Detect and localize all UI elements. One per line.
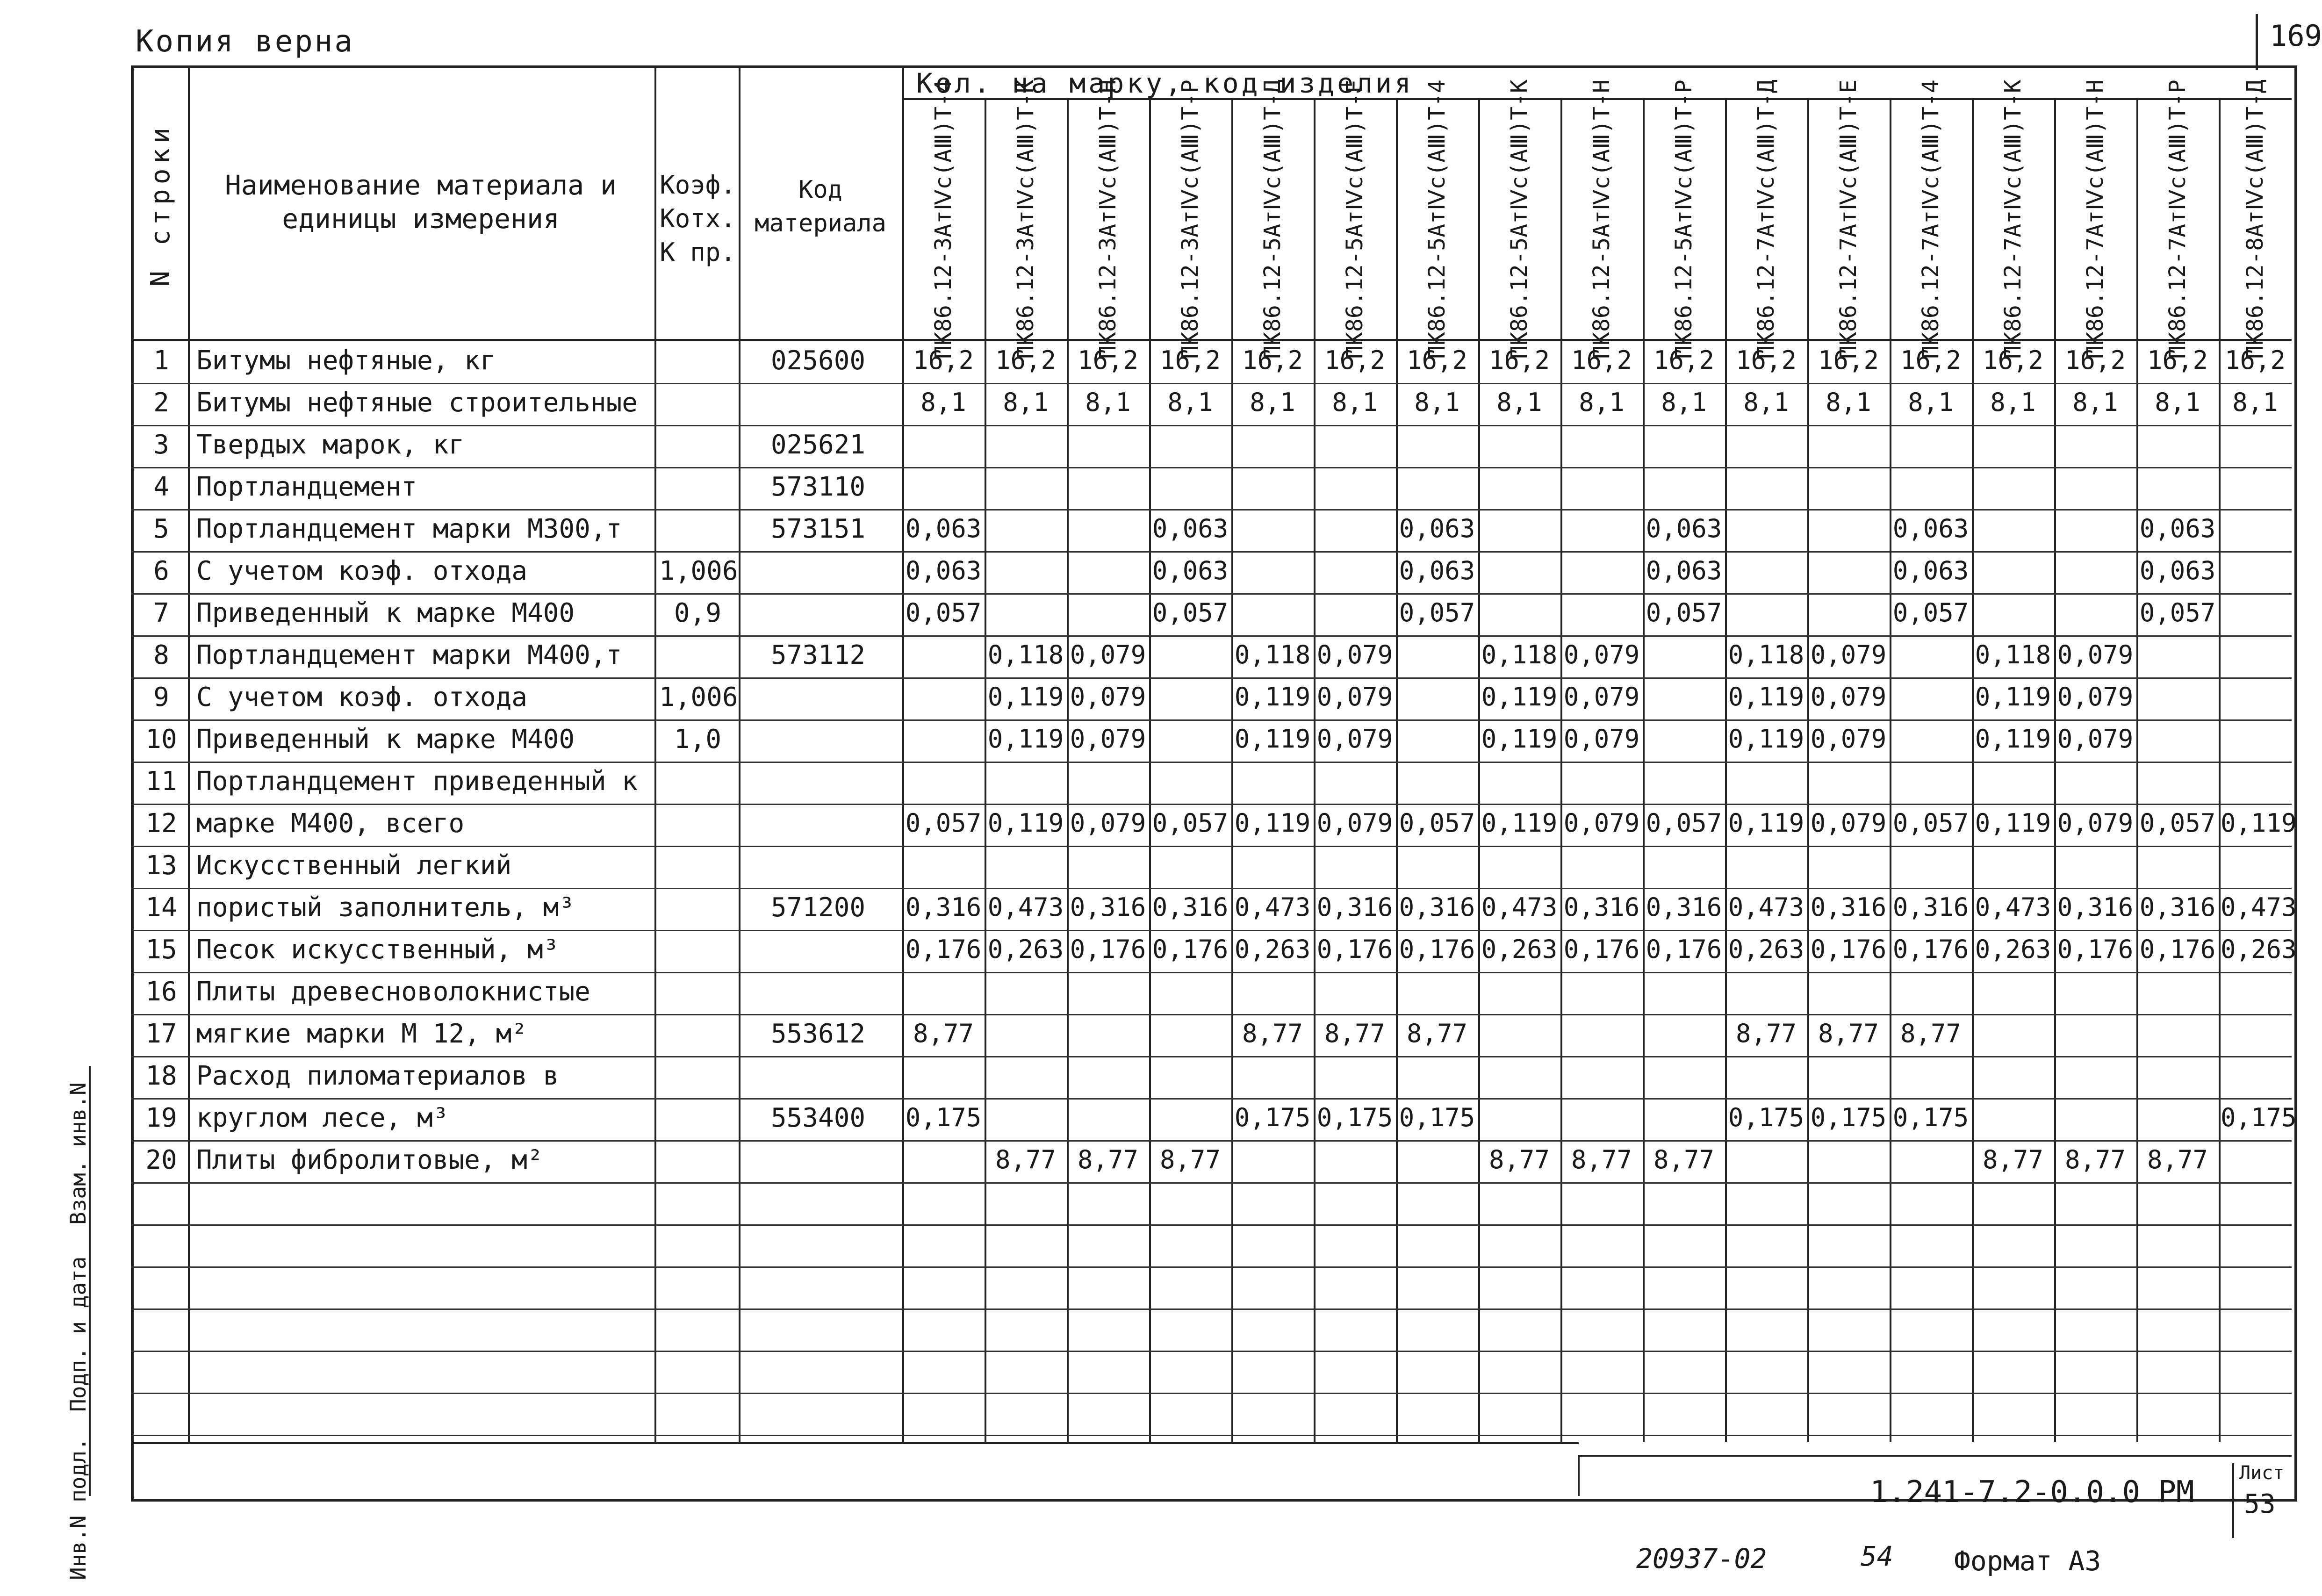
quantity-cell: 0,119 (1234, 808, 1311, 838)
material-name: С учетом коэф. отхода (196, 682, 528, 712)
product-header (902, 79, 985, 359)
stamp-top-line (1578, 1455, 2292, 1457)
quantity-cell: 16,2 (1488, 345, 1550, 375)
quantity-cell: 0,063 (905, 514, 982, 543)
row-coefficient: 1,0 (674, 724, 722, 755)
row-line (131, 1224, 2292, 1226)
quantity-cell: 0,079 (1810, 808, 1887, 838)
quantity-cell: 8,77 (2064, 1145, 2126, 1174)
vzam-inv-label: Взам. инв.N (65, 1082, 91, 1225)
quantity-cell: 8,1 (1743, 388, 1789, 417)
row-number: 19 (145, 1103, 177, 1133)
quantity-cell: 0,316 (1070, 892, 1146, 922)
quantity-cell: 0,263 (1975, 935, 2051, 964)
quantity-cell: 16,2 (1900, 345, 1962, 375)
row-material-code: 025600 (770, 345, 866, 376)
row-line (131, 1098, 2292, 1100)
quantity-cell: 0,079 (1316, 724, 1393, 754)
row-line (131, 1182, 2292, 1184)
quantity-cell: 0,057 (905, 598, 982, 627)
product-header (1972, 79, 2054, 359)
quantity-cell: 0,057 (1892, 598, 1969, 627)
quantity-cell: 0,176 (2057, 935, 2134, 964)
quantity-cell: 0,316 (1646, 892, 1722, 922)
quantity-cell: 8,1 (1496, 388, 1542, 417)
quantity-cell: 0,063 (905, 556, 982, 585)
row-line (131, 635, 2292, 637)
quantity-cell: 0,079 (1070, 682, 1146, 712)
row-line (131, 972, 2292, 973)
header-material-code: Код материала (755, 176, 886, 237)
quantity-cell: 0,316 (1810, 892, 1887, 922)
quantity-cell: 0,119 (1728, 808, 1804, 838)
row-line (131, 1393, 2292, 1394)
header-bottom-line (131, 339, 2292, 341)
table-bottom-line (131, 1442, 1579, 1444)
quantity-cell: 0,063 (2139, 514, 2216, 543)
quantity-cell: 0,057 (1399, 808, 1475, 838)
row-line (131, 1351, 2292, 1352)
product-code: ПК86.12-7АтⅣс(АⅢ)Т-Р (2164, 79, 2191, 359)
document-code: 1.241-7.2-0.0.0 РМ (1870, 1475, 2194, 1510)
quantity-cell: 0,057 (2139, 808, 2216, 838)
row-material-code: 573110 (770, 472, 866, 502)
row-number: 20 (145, 1145, 177, 1175)
quantity-cell: 0,316 (1399, 892, 1475, 922)
product-code: ПК86.12-3АтⅣс(АⅢ)Т-4 (930, 79, 956, 359)
quantity-cell: 0,079 (1070, 808, 1146, 838)
quantity-cell: 0,079 (1563, 808, 1640, 838)
quantity-cell: 8,1 (920, 388, 966, 417)
quantity-cell: 0,119 (1975, 682, 2051, 712)
product-header (2219, 79, 2292, 359)
quantity-cell: 0,063 (1646, 556, 1722, 585)
page-number: 54 (1861, 1540, 1893, 1572)
product-header (1067, 79, 1149, 359)
material-name: Твердых марок, кг (196, 430, 465, 460)
row-coefficient: 1,006 (659, 682, 738, 712)
row-line (131, 1435, 2292, 1436)
product-code: ПК86.12-7АтⅣс(АⅢ)Т-Д (1753, 79, 1779, 359)
product-header (1560, 79, 1643, 359)
row-line (131, 804, 2292, 805)
product-header (2054, 79, 2136, 359)
quantity-cell: 0,057 (1152, 598, 1229, 627)
row-material-code: 573151 (770, 514, 866, 544)
row-line (131, 593, 2292, 595)
quantity-cell: 8,77 (2147, 1145, 2208, 1174)
quantity-cell: 0,176 (1810, 935, 1887, 964)
stamp-left-line (1578, 1455, 1580, 1496)
row-number: 7 (153, 598, 169, 628)
quantity-cell: 0,079 (1070, 640, 1146, 669)
material-name: Битумы нефтяные, кг (196, 345, 496, 376)
row-number: 8 (153, 640, 169, 670)
quantity-cell: 0,119 (987, 808, 1064, 838)
quantity-cell: 8,1 (1990, 388, 2036, 417)
material-name: марке М400, всего (196, 808, 465, 839)
quantity-cell: 0,119 (987, 682, 1064, 712)
quantity-cell: 0,063 (2139, 556, 2216, 585)
quantity-cell: 8,1 (1908, 388, 1954, 417)
quantity-cell: 8,1 (1579, 388, 1625, 417)
quantity-cell: 0,316 (1892, 892, 1969, 922)
quantity-cell: 0,119 (1481, 724, 1558, 754)
product-code: ПК86.12-5АтⅣс(АⅢ)Т-4 (1424, 79, 1450, 359)
product-code: ПК86.12-5АтⅣс(АⅢ)Т-Д (1259, 79, 1286, 359)
product-header (1890, 79, 1972, 359)
quantity-cell: 0,176 (905, 935, 982, 964)
row-line (131, 551, 2292, 553)
quantity-cell: 0,079 (1316, 808, 1393, 838)
col-line-2 (654, 65, 656, 1442)
quantity-cell: 0,263 (1481, 935, 1558, 964)
row-line (131, 1266, 2292, 1268)
row-line (131, 719, 2292, 721)
quantity-cell: 8,77 (1818, 1019, 1879, 1048)
quantity-cell: 0,175 (2221, 1103, 2297, 1132)
material-name: С учетом коэф. отхода (196, 556, 528, 586)
row-number: 9 (153, 682, 169, 712)
quantity-cell: 0,316 (2057, 892, 2134, 922)
product-code: ПК86.12-5АтⅣс(АⅢ)Т-Н (1589, 79, 1615, 359)
quantity-cell: 16,2 (1242, 345, 1303, 375)
quantity-cell: 8,1 (1167, 388, 1213, 417)
quantity-cell: 0,175 (905, 1103, 982, 1132)
quantity-cell: 16,2 (1982, 345, 2044, 375)
quantity-cell: 0,263 (987, 935, 1064, 964)
quantity-cell: 0,079 (1810, 724, 1887, 754)
quantity-cell: 0,057 (1892, 808, 1969, 838)
quantity-cell: 0,176 (2139, 935, 2216, 964)
quantity-cell: 0,175 (1234, 1103, 1311, 1132)
material-name: Портландцемент приведенный к (196, 766, 638, 797)
product-code: ПК86.12-7АтⅣс(АⅢ)Т-Е (1835, 79, 1862, 359)
quantity-cell: 8,1 (2232, 388, 2278, 417)
quantity-cell: 0,176 (1399, 935, 1475, 964)
quantity-cell: 0,473 (1728, 892, 1804, 922)
product-code: ПК86.12-3АтⅣс(АⅢ)Т-К (1013, 79, 1039, 359)
row-material-code: 553612 (770, 1019, 866, 1049)
product-header (1478, 79, 1560, 359)
quantity-cell: 0,175 (1399, 1103, 1475, 1132)
quantity-cell: 8,77 (1653, 1145, 1715, 1174)
quantity-cell: 0,079 (2057, 808, 2134, 838)
row-number: 2 (153, 388, 169, 418)
row-number: 14 (145, 892, 177, 923)
sheet-label: Лист (2239, 1462, 2285, 1484)
product-header (985, 79, 1067, 359)
quantity-cell: 16,2 (1653, 345, 1715, 375)
quantity-cell: 0,119 (1728, 724, 1804, 754)
product-header (1396, 79, 1478, 359)
quantity-cell: 0,057 (905, 808, 982, 838)
quantity-cell: 8,1 (1414, 388, 1460, 417)
material-name: Приведенный к марке М400 (196, 724, 575, 755)
quantity-cell: 16,2 (1324, 345, 1386, 375)
product-header (1807, 79, 1890, 359)
row-number: 5 (153, 514, 169, 544)
material-name: Портландцемент марки М300,т (196, 514, 622, 544)
sheet-value: 53 (2244, 1489, 2276, 1519)
quantity-cell: 0,175 (1728, 1103, 1804, 1132)
quantity-cell: 0,176 (1892, 935, 1969, 964)
quantity-cell: 8,1 (1250, 388, 1295, 417)
quantity-cell: 0,079 (1070, 724, 1146, 754)
quantity-cell: 0,057 (1646, 808, 1722, 838)
quantity-cell: 0,118 (1234, 640, 1311, 669)
quantity-cell: 0,118 (1728, 640, 1804, 669)
material-name: Расход пиломатериалов в (196, 1061, 559, 1091)
quantity-cell: 0,119 (1975, 808, 2051, 838)
material-name: Портландцемент (196, 472, 417, 502)
material-name: Искусственный легкий (196, 850, 512, 881)
material-name: Битумы нефтяные строительные (196, 388, 638, 418)
row-number: 17 (145, 1019, 177, 1049)
product-header (1231, 79, 1314, 359)
quantity-cell: 0,063 (1399, 556, 1475, 585)
quantity-cell: 0,079 (2057, 724, 2134, 754)
quantity-cell: 0,316 (1563, 892, 1640, 922)
quantity-cell: 0,473 (1234, 892, 1311, 922)
row-line (131, 425, 2292, 426)
quantity-cell: 16,2 (995, 345, 1057, 375)
row-number: 10 (145, 724, 177, 755)
quantity-cell: 8,77 (1159, 1145, 1221, 1174)
quantity-cell: 0,473 (1975, 892, 2051, 922)
quantity-cell: 0,063 (1399, 514, 1475, 543)
product-code: ПК86.12-3АтⅣс(АⅢ)Т-Н (1095, 79, 1121, 359)
product-header (1149, 79, 1231, 359)
sheet-number: 169 (2270, 19, 2322, 53)
product-code: ПК86.12-5АтⅣс(АⅢ)Т-К (1506, 79, 1532, 359)
quantity-cell: 0,079 (1316, 682, 1393, 712)
product-header (1314, 79, 1396, 359)
product-header (1643, 79, 1725, 359)
header-coefficient: Коэф. Котх. К пр. (660, 170, 736, 267)
quantity-cell: 0,118 (1975, 640, 2051, 669)
quantity-cell: 0,176 (1152, 935, 1229, 964)
product-code: ПК86.12-5АтⅣс(АⅢ)Т-Е (1342, 79, 1368, 359)
quantity-cell: 0,316 (2139, 892, 2216, 922)
quantity-cell: 16,2 (1735, 345, 1797, 375)
quantity-cell: 0,119 (987, 724, 1064, 754)
quantity-cell: 8,1 (1661, 388, 1707, 417)
quantity-cell: 0,119 (2221, 808, 2297, 838)
material-name: пористый заполнитель, м³ (196, 892, 575, 923)
row-coefficient: 0,9 (674, 598, 722, 628)
quantity-cell: 16,2 (1406, 345, 1468, 375)
quantity-cell: 8,77 (1900, 1019, 1962, 1048)
row-line (131, 762, 2292, 763)
quantity-cell: 8,77 (1324, 1019, 1386, 1048)
quantity-cell: 0,057 (2139, 598, 2216, 627)
row-line (131, 846, 2292, 847)
col-line-1 (188, 65, 190, 1442)
row-material-code: 573112 (770, 640, 866, 670)
material-name: мягкие марки М 12, м² (196, 1019, 528, 1049)
quantity-cell: 0,119 (1481, 682, 1558, 712)
quantity-cell: 0,063 (1892, 514, 1969, 543)
quantity-cell: 0,079 (1563, 724, 1640, 754)
quantity-cell: 8,1 (2155, 388, 2200, 417)
row-line (131, 677, 2292, 679)
row-number: 15 (145, 935, 177, 965)
quantity-cell: 8,77 (1406, 1019, 1468, 1048)
col-line-3 (739, 65, 740, 1442)
material-name: Приведенный к марке М400 (196, 598, 575, 628)
quantity-cell: 16,2 (1159, 345, 1221, 375)
product-code: ПК86.12-7АтⅣс(АⅢ)Т-Н (2082, 79, 2108, 359)
quantity-cell: 16,2 (913, 345, 974, 375)
quantity-cell: 0,063 (1646, 514, 1722, 543)
quantity-cell: 0,079 (1810, 640, 1887, 669)
quantity-cell: 0,263 (2221, 935, 2297, 964)
quantity-cell: 8,77 (1242, 1019, 1303, 1048)
quantity-cell: 0,175 (1810, 1103, 1887, 1132)
quantity-cell: 0,119 (1234, 682, 1311, 712)
quantity-cell: 16,2 (2064, 345, 2126, 375)
row-number: 18 (145, 1061, 177, 1091)
quantity-cell: 0,079 (1810, 682, 1887, 712)
quantity-cell: 8,1 (1826, 388, 1871, 417)
quantity-cell: 8,1 (2072, 388, 2118, 417)
quantity-cell: 0,316 (1316, 892, 1393, 922)
quantity-cell: 0,473 (2221, 892, 2297, 922)
quantity-cell: 0,316 (905, 892, 982, 922)
quantity-cell: 0,057 (1152, 808, 1229, 838)
product-code: ПК86.12-8АтⅣс(АⅢ)Т-Д (2242, 79, 2268, 359)
quantity-cell: 0,263 (1234, 935, 1311, 964)
quantity-cell: 0,057 (1646, 598, 1722, 627)
quantity-cell: 16,2 (1818, 345, 1879, 375)
row-line (131, 1308, 2292, 1310)
quantity-cell: 8,77 (995, 1145, 1057, 1174)
inv-orig-label: Инв.N подл. (65, 1438, 91, 1580)
quantity-cell: 0,176 (1563, 935, 1640, 964)
quantity-cell: 0,079 (2057, 682, 2134, 712)
product-code: ПК86.12-7АтⅣс(АⅢ)Т-К (2000, 79, 2026, 359)
product-code: ПК86.12-3АтⅣс(АⅢ)Т-Р (1177, 79, 1203, 359)
quantity-cell: 0,079 (2057, 640, 2134, 669)
quantity-cell: 0,263 (1728, 935, 1804, 964)
quantity-cell: 0,175 (1892, 1103, 1969, 1132)
quantity-cell: 16,2 (2224, 345, 2286, 375)
row-number: 3 (153, 430, 169, 460)
quantity-cell: 0,119 (1481, 808, 1558, 838)
row-number: 1 (153, 345, 169, 376)
product-header (2136, 79, 2219, 359)
sign-date-label: Подп. и дата (65, 1256, 91, 1412)
quantity-cell: 8,77 (1571, 1145, 1632, 1174)
quantity-cell: 8,77 (1982, 1145, 2044, 1174)
product-code: ПК86.12-5АтⅣс(АⅢ)Т-Р (1671, 79, 1697, 359)
quantity-cell: 16,2 (1077, 345, 1139, 375)
row-line (131, 888, 2292, 889)
row-line (131, 383, 2292, 384)
row-material-code: 571200 (770, 892, 866, 923)
row-line (131, 509, 2292, 510)
row-line (131, 1140, 2292, 1142)
row-material-code: 553400 (770, 1103, 866, 1133)
order-number: 20937-02 (1636, 1543, 1767, 1574)
quantity-cell: 0,119 (1234, 724, 1311, 754)
quantity-cell: 8,77 (913, 1019, 974, 1048)
quantity-cell: 0,316 (1152, 892, 1229, 922)
quantity-cell: 8,77 (1077, 1145, 1139, 1174)
row-line (131, 930, 2292, 931)
row-material-code: 025621 (770, 430, 866, 460)
quantity-cell: 16,2 (2147, 345, 2208, 375)
row-number: 11 (145, 766, 177, 797)
product-header (1725, 79, 1807, 359)
row-coefficient: 1,006 (659, 556, 738, 586)
quantity-cell: 0,079 (1563, 640, 1640, 669)
quantity-cell: 0,175 (1316, 1103, 1393, 1132)
quantity-cell: 0,473 (987, 892, 1064, 922)
header-material-name: Наименование материала и единицы измерения (224, 169, 617, 235)
quantity-cell: 0,079 (1563, 682, 1640, 712)
header-row-no (134, 70, 188, 339)
row-number: 6 (153, 556, 169, 586)
quantity-cell: 8,1 (1003, 388, 1049, 417)
quantity-cell: 0,119 (1728, 682, 1804, 712)
quantity-cell: 0,063 (1892, 556, 1969, 585)
quantity-cell: 16,2 (1571, 345, 1632, 375)
quantity-cell: 0,118 (1481, 640, 1558, 669)
quantity-cell: 0,473 (1481, 892, 1558, 922)
quantity-cell: 8,77 (1488, 1145, 1550, 1174)
row-line (131, 1014, 2292, 1015)
material-name: Плиты древесноволокнистые (196, 977, 590, 1007)
row-number: 12 (145, 808, 177, 839)
group-header: Кол. на марку, код изделия (916, 67, 1414, 99)
row-no-label: N строки (145, 122, 176, 287)
quantity-cell: 8,1 (1332, 388, 1378, 417)
quantity-cell: 0,118 (987, 640, 1064, 669)
format-label: Формат А3 (1954, 1545, 2101, 1577)
material-name: Песок искусственный, м³ (196, 935, 559, 965)
material-name: Портландцемент марки М400,т (196, 640, 622, 670)
quantity-cell: 8,77 (1735, 1019, 1797, 1048)
copy-note: Копия верна (136, 24, 354, 59)
material-name: Плиты фибролитовые, м² (196, 1145, 543, 1175)
quantity-cell: 0,119 (1975, 724, 2051, 754)
row-number: 4 (153, 472, 169, 502)
row-number: 16 (145, 977, 177, 1007)
quantity-cell: 0,176 (1316, 935, 1393, 964)
quantity-cell: 8,1 (1085, 388, 1131, 417)
quantity-cell: 0,063 (1152, 556, 1229, 585)
material-name: круглом лесе, м³ (196, 1103, 449, 1133)
row-number: 13 (145, 850, 177, 881)
stamp-sheet-divider (2232, 1463, 2234, 1538)
quantity-cell: 0,063 (1152, 514, 1229, 543)
quantity-cell: 0,057 (1399, 598, 1475, 627)
quantity-cell: 0,079 (1316, 640, 1393, 669)
row-line (131, 467, 2292, 468)
row-line (131, 1056, 2292, 1057)
quantity-cell: 0,176 (1646, 935, 1722, 964)
sheet-corner-bar (2256, 14, 2258, 70)
quantity-cell: 0,176 (1070, 935, 1146, 964)
product-code: ПК86.12-7АтⅣс(АⅢ)Т-4 (1918, 79, 1944, 359)
